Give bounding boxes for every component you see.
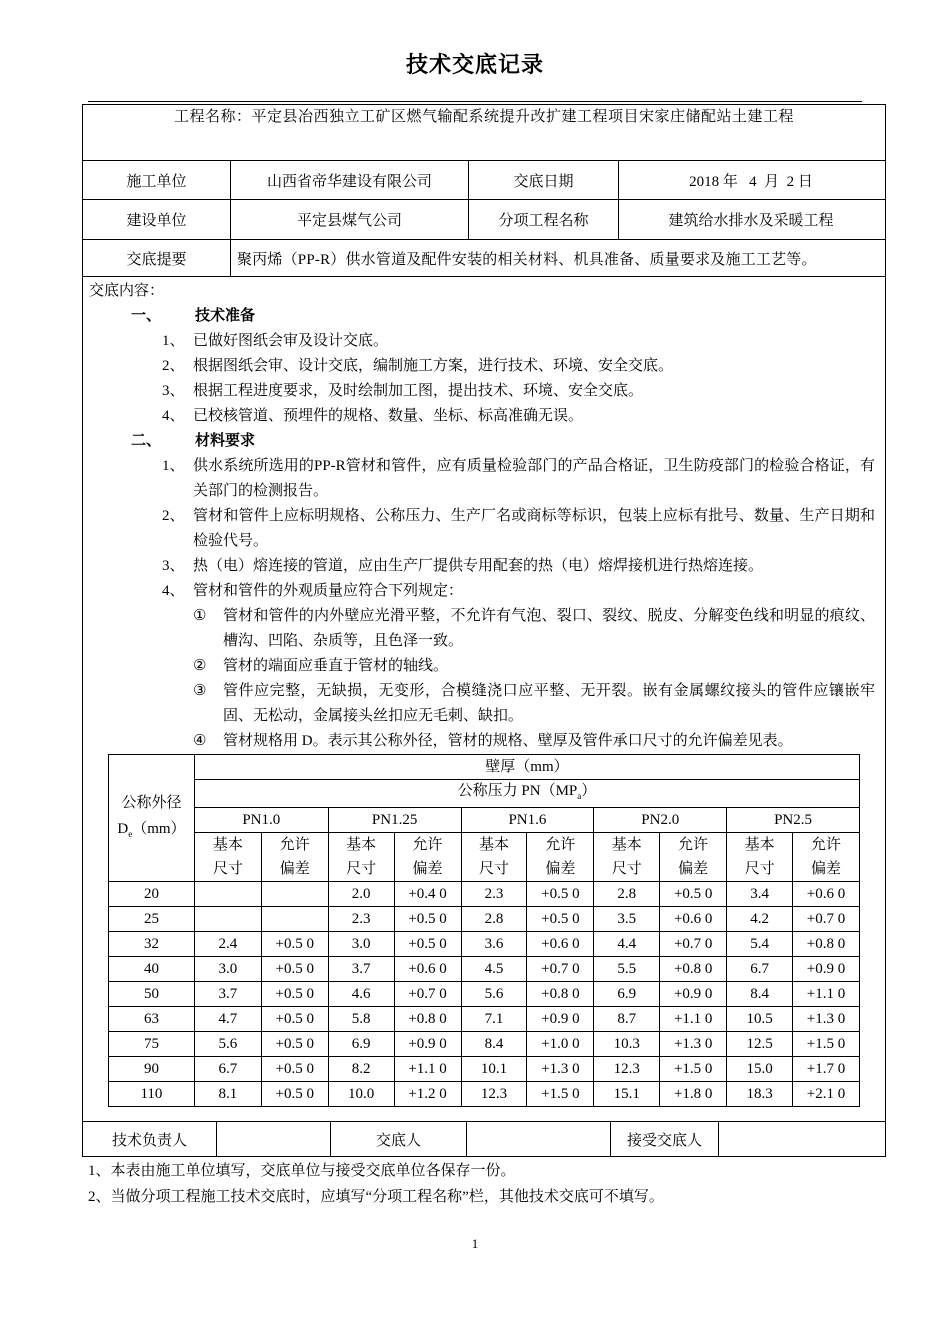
date-value: 2018 年 4 月 2 日 — [618, 161, 883, 199]
table-cell — [194, 882, 261, 907]
table-cell: +0.7 0 — [660, 932, 727, 957]
table-cell: +0.6 0 — [394, 957, 461, 982]
sub-item: ① 管材和管件的内外壁应光滑平整，不允许有气泡、裂口、裂纹、脱皮、分解变色线和明显的痕纹、槽沟、凹陷、杂质等，且色泽一致。 — [193, 608, 875, 649]
construction-unit-value: 山西省帝华建设有限公司 — [230, 161, 468, 199]
table-cell: +0.4 0 — [394, 882, 461, 907]
table-row — [109, 1032, 860, 1057]
pressure-header: 公称压力 $PN(MP_a)$ — [194, 780, 859, 808]
table-cell: +1.7 0 — [793, 1057, 860, 1082]
table-cell — [261, 907, 328, 932]
section-number: 一、 — [131, 308, 162, 324]
table-row — [109, 932, 860, 957]
subheader-row — [109, 833, 860, 882]
table-cell: +0.7 0 — [793, 907, 860, 932]
table-cell: +1.5 0 — [660, 1057, 727, 1082]
table-cell: +0.5 0 — [261, 932, 328, 957]
table-cell: +0.5 0 — [261, 1007, 328, 1032]
table-cell: 7.1 — [461, 1007, 527, 1032]
footnotes — [88, 1158, 664, 1210]
table-row — [109, 1082, 860, 1107]
table-cell: +0.5 0 — [261, 1032, 328, 1057]
od-cell: 32 — [109, 932, 195, 957]
table-cell: +0.5 0 — [660, 882, 727, 907]
table-cell: 4.5 — [461, 957, 527, 982]
table-cell: +0.6 0 — [793, 882, 860, 907]
pn-header: PN2.0 — [594, 808, 727, 833]
table-cell: 8.4 — [461, 1032, 527, 1057]
table-cell: +1.1 0 — [660, 1007, 727, 1032]
table-cell: 5.6 — [194, 1032, 261, 1057]
tech-lead-field[interactable] — [216, 1122, 330, 1156]
allowed-deviation-header: 允许 偏差 — [394, 833, 461, 882]
summary-row — [83, 239, 885, 276]
table-cell: 2.8 — [461, 907, 527, 932]
date-label: 交底日期 — [468, 161, 618, 199]
pn-header: PN2.5 — [727, 808, 860, 833]
list-item: 1、 供水系统所选用的PP-R管材和管件，应有质量检验部门的产品合格证，卫生防疫部门的检验合格证，有关部门的检测报告。 — [162, 458, 875, 499]
signature-row — [83, 1121, 885, 1156]
table-cell: 10.3 — [594, 1032, 660, 1057]
summary-value: 聚丙烯（PP-R）供水管道及配件安装的相关材料、机具准备、质量要求及施工工艺等。 — [230, 240, 883, 276]
od-cell: 50 — [109, 982, 195, 1007]
table-cell: +0.9 0 — [660, 982, 727, 1007]
spec-table — [108, 754, 860, 1107]
table-cell: +0.9 0 — [527, 1007, 594, 1032]
table-cell: 2.3 — [328, 907, 394, 932]
footnote: 2、当做分项工程施工技术交底时，应填写“分项工程名称”栏，其他技术交底可不填写。 — [88, 1189, 664, 1205]
section-number: 二、 — [131, 433, 162, 449]
disclosure-content — [83, 276, 885, 1121]
list-item: 4、 管材和管件的外观质量应符合下列规定： — [162, 583, 464, 599]
table-cell: +0.5 0 — [261, 1057, 328, 1082]
table-cell: +1.0 0 — [527, 1032, 594, 1057]
od-cell: 40 — [109, 957, 195, 982]
section-title: 技术准备 — [195, 308, 256, 324]
table-cell: 2.0 — [328, 882, 394, 907]
table-cell: 3.7 — [328, 957, 394, 982]
table-cell: 2.4 — [194, 932, 261, 957]
sub-item: ④ 管材规格用 D。表示其公称外径，管材的规格、壁厚及管件承口尺寸的允许偏差见表。 — [193, 733, 793, 749]
table-cell: +0.5 0 — [261, 1082, 328, 1107]
od-cell: 75 — [109, 1032, 195, 1057]
footnote: 1、本表由施工单位填写，交底单位与接受交底单位各保存一份。 — [88, 1163, 516, 1179]
table-cell: 6.9 — [328, 1032, 394, 1057]
table-cell: 3.6 — [461, 932, 527, 957]
table-cell: 18.3 — [727, 1082, 793, 1107]
od-cell: 63 — [109, 1007, 195, 1032]
project-row — [83, 105, 885, 160]
basic-size-header: 基本 尺寸 — [194, 833, 261, 882]
table-cell: 3.0 — [328, 932, 394, 957]
table-cell: +0.6 0 — [527, 932, 594, 957]
table-cell: +0.5 0 — [527, 882, 594, 907]
owner-row — [83, 199, 885, 239]
content-intro: 交底内容： — [89, 283, 165, 299]
table-cell: +1.1 0 — [394, 1057, 461, 1082]
table-cell: 5.6 — [461, 982, 527, 1007]
sub-item: ③ 管件应完整，无缺损，无变形，合模缝浇口应平整、无开裂。嵌有金属螺纹接头的管件应镶嵌牢固、无松动，金属接头丝扣应无毛刺、缺扣。 — [193, 683, 875, 724]
table-row — [109, 882, 860, 907]
table-cell: +1.5 0 — [793, 1032, 860, 1057]
receiver-label: 接受交底人 — [610, 1122, 718, 1156]
table-cell: +0.5 0 — [394, 907, 461, 932]
wall-thickness-header: 壁厚（mm） — [194, 755, 859, 780]
table-cell: +2.1 0 — [793, 1082, 860, 1107]
table-row — [109, 982, 860, 1007]
table-cell: +0.5 0 — [527, 907, 594, 932]
table-cell: +1.8 0 — [660, 1082, 727, 1107]
spec-table-body — [109, 882, 860, 1107]
pn-header: PN1.0 — [194, 808, 328, 833]
pn-header-row — [109, 808, 860, 833]
allowed-deviation-header: 允许 偏差 — [793, 833, 860, 882]
pn-header: PN1.25 — [328, 808, 461, 833]
pn-header: PN1.6 — [461, 808, 594, 833]
table-cell: +1.2 0 — [394, 1082, 461, 1107]
table-cell: 15.0 — [727, 1057, 793, 1082]
list-item: 1、 已做好图纸会审及设计交底。 — [162, 333, 389, 349]
table-cell: +0.6 0 — [660, 907, 727, 932]
table-cell: +0.5 0 — [394, 932, 461, 957]
summary-label: 交底提要 — [126, 251, 187, 268]
owner-label: 建设单位 — [126, 213, 187, 229]
project-name: 工程名称：平定县冶西独立工矿区燃气输配系统提升改扩建工程项目宋家庄储配站土建工程 — [173, 109, 794, 125]
table-cell: +0.9 0 — [793, 957, 860, 982]
table-cell — [194, 907, 261, 932]
table-cell — [261, 882, 328, 907]
list-item: 4、 已校核管道、预埋件的规格、数量、坐标、标高准确无误。 — [162, 408, 584, 424]
table-cell: +0.8 0 — [394, 1007, 461, 1032]
table-cell: +0.7 0 — [394, 982, 461, 1007]
list-item: 3、 根据工程进度要求，及时绘制加工图，提出技术、环境、安全交底。 — [162, 383, 644, 399]
table-cell: +0.9 0 — [394, 1032, 461, 1057]
table-cell: 12.3 — [461, 1082, 527, 1107]
table-cell: 8.4 — [727, 982, 793, 1007]
list-item: 3、 热（电）熔连接的管道，应由生产厂提供专用配套的热（电）熔焊接机进行热熔连接。 — [162, 558, 764, 574]
od-cell: 20 — [109, 882, 195, 907]
table-cell: +1.3 0 — [793, 1007, 860, 1032]
table-cell: 6.9 — [594, 982, 660, 1007]
table-cell: +1.3 0 — [660, 1032, 727, 1057]
table-cell: 3.0 — [194, 957, 261, 982]
table-cell: 5.4 — [727, 932, 793, 957]
table-cell: 2.3 — [461, 882, 527, 907]
section-title: 材料要求 — [195, 433, 256, 449]
table-cell: 4.4 — [594, 932, 660, 957]
basic-size-header: 基本 尺寸 — [461, 833, 527, 882]
table-cell: +0.5 0 — [261, 957, 328, 982]
od-cell: 25 — [109, 907, 195, 932]
table-cell: 6.7 — [194, 1057, 261, 1082]
discloser-label: 交底人 — [330, 1122, 466, 1156]
allowed-deviation-header: 允许 偏差 — [527, 833, 594, 882]
table-cell: 12.5 — [727, 1032, 793, 1057]
unit-row — [83, 160, 885, 199]
page-number: 1 — [471, 1236, 479, 1251]
od-header: 公称外径 $D_e(mm)$ — [109, 755, 195, 882]
basic-size-header: 基本 尺寸 — [727, 833, 793, 882]
table-cell: 8.7 — [594, 1007, 660, 1032]
allowed-deviation-header: 允许 偏差 — [261, 833, 328, 882]
sub-item: ② 管材的端面应垂直于管材的轴线。 — [193, 658, 449, 674]
table-cell: +0.5 0 — [261, 982, 328, 1007]
table-cell: 3.5 — [594, 907, 660, 932]
table-cell: +1.1 0 — [793, 982, 860, 1007]
table-cell: 2.8 — [594, 882, 660, 907]
table-cell: 8.1 — [194, 1082, 261, 1107]
table-cell: 5.5 — [594, 957, 660, 982]
list-item: 2、 管材和管件上应标明规格、公称压力、生产厂名或商标等标识，包装上应标有批号、数量、生产日期和检验代号。 — [162, 508, 875, 549]
table-cell: 6.7 — [727, 957, 793, 982]
basic-size-header: 基本 尺寸 — [328, 833, 394, 882]
table-cell: +0.8 0 — [660, 957, 727, 982]
table-row — [109, 1007, 860, 1032]
record-form — [82, 104, 886, 1157]
table-cell: +0.7 0 — [527, 957, 594, 982]
od-cell: 110 — [109, 1082, 195, 1107]
table-cell: 15.1 — [594, 1082, 660, 1107]
section-heading — [89, 304, 879, 329]
table-cell: +0.8 0 — [793, 932, 860, 957]
table-cell: 10.5 — [727, 1007, 793, 1032]
section-heading — [89, 429, 879, 454]
receiver-field[interactable] — [718, 1122, 883, 1156]
allowed-deviation-header: 允许 偏差 — [660, 833, 727, 882]
tech-lead-label: 技术负责人 — [111, 1132, 187, 1149]
table-cell: 10.1 — [461, 1057, 527, 1082]
table-cell: +0.8 0 — [527, 982, 594, 1007]
owner-value: 平定县煤气公司 — [230, 200, 468, 239]
table-cell: 5.8 — [328, 1007, 394, 1032]
construction-unit-label: 施工单位 — [126, 173, 187, 190]
discloser-field[interactable] — [466, 1122, 610, 1156]
table-cell: 4.2 — [727, 907, 793, 932]
table-cell: 8.2 — [328, 1057, 394, 1082]
od-cell: 90 — [109, 1057, 195, 1082]
table-cell: +1.5 0 — [527, 1082, 594, 1107]
table-row — [109, 1057, 860, 1082]
basic-size-header: 基本 尺寸 — [594, 833, 660, 882]
table-cell: +1.3 0 — [527, 1057, 594, 1082]
subproject-value: 建筑给水排水及采暖工程 — [618, 200, 883, 239]
table-cell: 12.3 — [594, 1057, 660, 1082]
table-row — [109, 907, 860, 932]
table-cell: 10.0 — [328, 1082, 394, 1107]
list-item: 2、 根据图纸会审、设计交底，编制施工方案，进行技术、环境、安全交底。 — [162, 358, 674, 374]
table-cell: 4.7 — [194, 1007, 261, 1032]
table-cell: 4.6 — [328, 982, 394, 1007]
page-title: 技术交底记录 — [405, 53, 544, 78]
table-cell: 3.7 — [194, 982, 261, 1007]
title-divider — [88, 101, 862, 102]
subproject-label: 分项工程名称 — [468, 200, 618, 239]
table-row — [109, 957, 860, 982]
table-cell: 3.4 — [727, 882, 793, 907]
spec-table-wrapper — [89, 754, 879, 1107]
